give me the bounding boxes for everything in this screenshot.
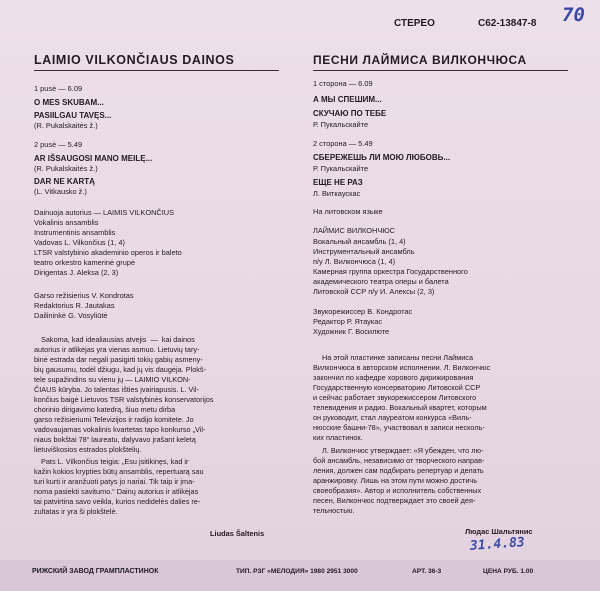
- right-song3: СБЕРЕЖЕШЬ ЛИ МОЮ ЛЮБОВЬ...: [313, 153, 451, 162]
- right-essay-line: аранжировку. Лишь на этом пути можно достичь: [313, 476, 478, 485]
- right-essay-line: своеобразия». Автор и исполнитель собственных: [313, 486, 482, 495]
- footer-factory: РИЖСКИЙ ЗАВОД ГРАМПЛАСТИНОК: [32, 568, 159, 575]
- right-crew-line: Звукорежиссер В. Кондротас: [313, 307, 413, 316]
- stereo-label: СТЕРЕО: [394, 18, 435, 29]
- handwritten-number: 70: [562, 4, 585, 26]
- left-performer-line: teatro orkestro kamerinė grupė: [34, 258, 136, 267]
- right-crew-line: Редактор Р. Ятаукас: [313, 317, 383, 326]
- left-essay-line: chorinio dirigavimo katedrą, šiuo metu dirba: [34, 405, 176, 414]
- left-performer-line: LTSR valstybinio akademinio operos ir baleto: [34, 248, 182, 257]
- right-song4-credit: Л. Виткаускас: [313, 189, 361, 198]
- left-crew-line: Redaktorius R. Jautakas: [34, 301, 115, 310]
- right-essay-line: тельностью.: [313, 506, 355, 515]
- right-song4: ЕЩЕ НЕ РАЗ: [313, 178, 363, 187]
- left-song2-credit: (R. Pukalskaitės ž.): [34, 121, 98, 130]
- left-essay-line: tai patvirtina savo veikla, kurios nedidelės dalies re-: [34, 497, 201, 506]
- right-essay-line: ких пластинок.: [313, 433, 363, 442]
- footer-print: ТИП. РЗГ «МЕЛОДИЯ» 1980 2951 3000: [236, 568, 358, 575]
- left-performer-line: Vadovas L. Vilkončius (1, 4): [34, 238, 125, 247]
- left-essay-line: niaus bokštai 78“ laureatu, dalyvavo įrašant keletą: [34, 435, 196, 444]
- left-signature: Liudas Šaltenis: [210, 529, 265, 538]
- left-essay-line: binė estrada dar negali pasigirti tokių gabių asmeny-: [34, 355, 203, 364]
- right-essay-line: Государственную консерваторию Литовской ССР: [313, 383, 481, 392]
- left-song3-credit: (R. Pukalskaitės ž.): [34, 164, 98, 173]
- right-performer-line: п/у Л. Вилкончюса (1, 4): [313, 257, 396, 266]
- left-essay-line: Pats L. Vilkončius teigia: „Esu įsitikinęs, kad ir: [41, 457, 189, 466]
- right-essay-line: песен, Вилкончюс подтверждает это своей дея-: [313, 496, 476, 505]
- left-essay-line: kažin kokios krypties būtų ansamblis, repertuarą sau: [34, 467, 204, 476]
- right-performer-line: академического театра оперы и балета: [313, 277, 449, 286]
- left-title: LAIMIO VILKONČIAUS DAINOS: [34, 53, 235, 67]
- handwritten-date: 31.4.83: [469, 535, 526, 554]
- left-performer-line: Instrumentinis ansamblis: [34, 228, 116, 237]
- left-essay-line: tele supažindins su vienu jų — LAIMIO VILKON-: [34, 375, 191, 384]
- left-song3: AR IŠSAUGOSI MANO MEILĘ...: [34, 154, 153, 163]
- right-crew-line: Художник Г. Восилюте: [313, 327, 390, 336]
- left-essay-line: garso režisieriumi Televizijos ir radijo komitete. Jo: [34, 415, 194, 424]
- left-song2: PASIILGAU TAVĘS...: [34, 111, 112, 120]
- catalog-number: С62-13847-8: [478, 18, 537, 29]
- right-song1: А МЫ СПЕШИМ...: [313, 95, 382, 104]
- right-performer-line: Литовской ССР п/у И. Алексы (2, 3): [313, 287, 435, 296]
- left-performer-line: Dirigentas J. Aleksa (2, 3): [34, 268, 119, 277]
- left-side1-label: 1 pusė — 6.09: [34, 84, 83, 93]
- right-performer-line: Инструментальный ансамбль: [313, 247, 415, 256]
- left-song4: DAR NE KARTĄ: [34, 177, 95, 186]
- right-side2-label: 2 сторона — 5.49: [313, 139, 373, 148]
- right-essay-line: На этой пластинке записаны песни Лаймиса: [322, 353, 474, 362]
- left-essay-line: Sakoma, kad idealiausias atvejis — kai dainos: [41, 335, 195, 344]
- left-title-underline: [34, 70, 279, 71]
- right-title: ПЕСНИ ЛАЙМИСА ВИЛКОНЧЮСА: [313, 53, 527, 67]
- left-essay-line: zultatas ir yra ši plokštelė.: [34, 507, 118, 516]
- left-essay-line: vadovaujamas vokalinis kvartetas tapo konkurso „Vil-: [34, 425, 206, 434]
- left-essay-line: končius baigė Lietuvos TSR valstybinės konservatorijos: [34, 395, 214, 404]
- left-song4-credit: (L. Vitkausko ž.): [34, 187, 87, 196]
- left-side2-label: 2 pusė — 5.49: [34, 140, 83, 149]
- left-crew-line: Garso režisierius V. Kondrotas: [34, 291, 134, 300]
- right-song3-credit: Р. Пукальскайте: [313, 164, 369, 173]
- right-essay-line: телевидения и радио. Вокальный квартет, которым: [313, 403, 487, 412]
- left-essay-line: ČIAUS kūryba. Jo talentas išties įvairiapusis. L. Vil-: [34, 385, 199, 394]
- right-side1-label: 1 сторона — 6.09: [313, 79, 373, 88]
- left-song1: O MES SKUBAM...: [34, 98, 104, 107]
- right-essay-line: ления, должен сам подбирать репертуар и делать: [313, 466, 484, 475]
- right-song2-credit: Р. Пукальскайте: [313, 120, 369, 129]
- right-performer-line: ЛАЙМИС ВИЛКОНЧЮС: [313, 226, 395, 235]
- left-crew-line: Dailininkė G. Vosyliūtė: [34, 311, 108, 320]
- left-performer-line: Dainuoja autorius — LAIMIS VILKONČIUS: [34, 208, 175, 217]
- footer-article: АРТ. 36-3: [412, 568, 442, 575]
- right-song2: СКУЧАЮ ПО ТЕБЕ: [313, 109, 387, 118]
- right-essay-line: он руководит, стал лауреатом конкурса «Виль-: [313, 413, 472, 422]
- right-performer-line: Камерная группа оркестра Государственного: [313, 267, 468, 276]
- right-signature: Людас Шальтянис: [465, 527, 533, 536]
- right-performer-line: Вокальный ансамбль (1, 4): [313, 237, 406, 246]
- right-essay-line: бой ансамбль, независимо от творческого направ-: [313, 456, 485, 465]
- right-essay-line: нюсские башни-78», участвовал в записи несколь-: [313, 423, 485, 432]
- right-essay-line: Л. Вилкончюс утверждает: «Я убежден, что лю-: [322, 446, 484, 455]
- left-essay-line: bių gausumu, todėl džiugu, kad jų vis daugėja. Plokš-: [34, 365, 206, 374]
- left-performer-line: Vokalinis ansamblis: [34, 218, 99, 227]
- footer-price: ЦЕНА РУБ. 1.00: [483, 568, 534, 575]
- right-language-note: На литовском языке: [313, 207, 383, 216]
- left-essay-line: turi kurti ir aranžuoti patys jo nariai. Tik taip ir įma-: [34, 477, 195, 486]
- left-essay-line: lietuviškosios estrados plokštelių.: [34, 445, 142, 454]
- right-essay-line: и сейчас работает звукорежиссером Литовского: [313, 393, 477, 402]
- right-essay-line: Вилкончюса в авторском исполнении. Л. Вилкончюс: [313, 363, 491, 372]
- left-essay-line: noma pasiekti savitumo.“ Dainų autorius ir atlikėjas: [34, 487, 199, 496]
- right-title-underline: [313, 70, 568, 71]
- left-essay-line: autorius ir atlikėjas yra vienas asmuo. Lietuvių tary-: [34, 345, 200, 354]
- right-essay-line: закончил по кафедре хорового дирижирования: [313, 373, 474, 382]
